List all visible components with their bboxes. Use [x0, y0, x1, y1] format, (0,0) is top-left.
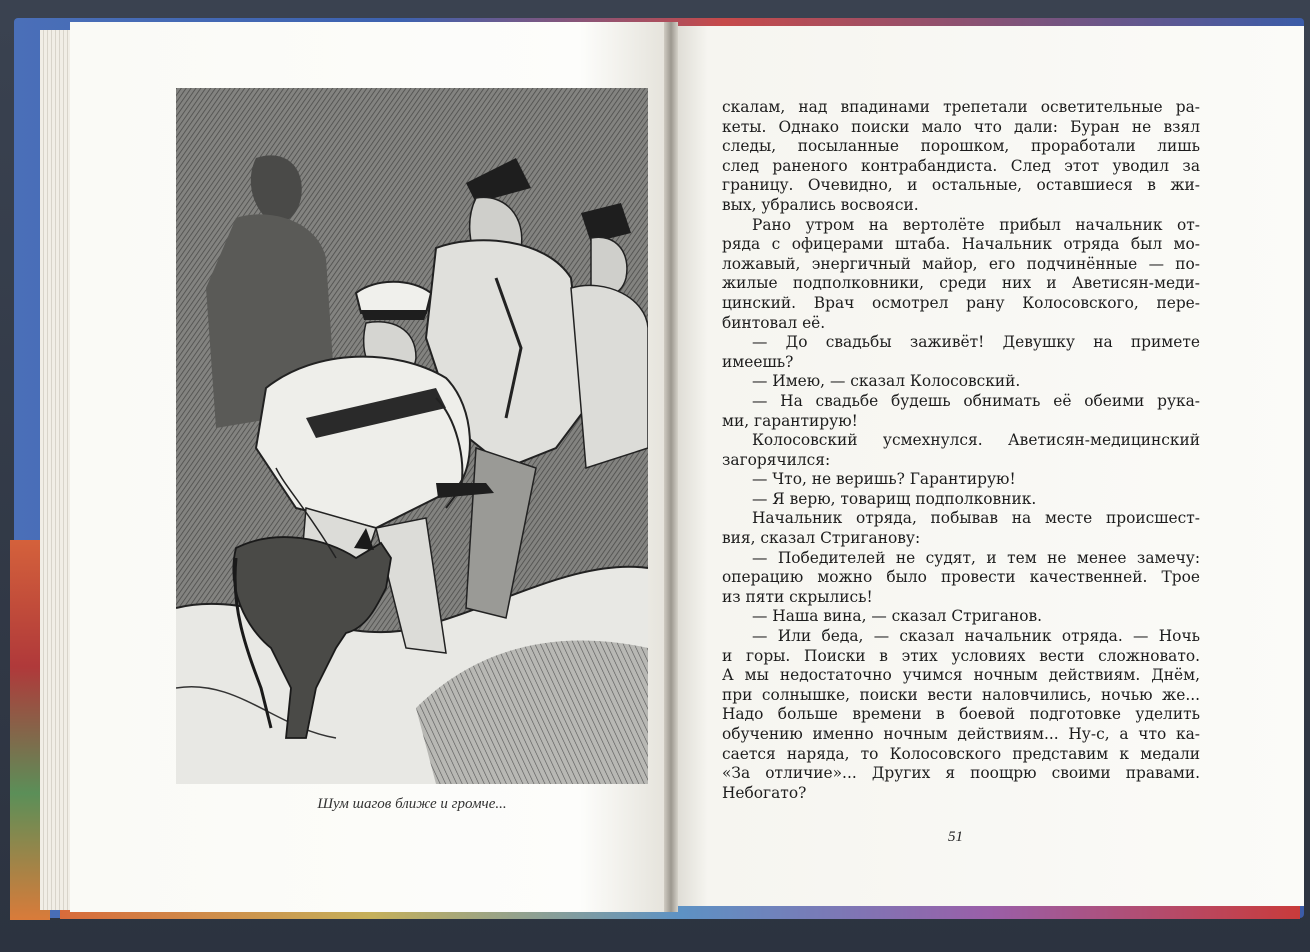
text-line: — Я верю, товарищ подполковник.	[752, 489, 1037, 508]
text-line: кеты. Однако поиски мало что дали: Буран не взял	[722, 117, 1200, 136]
text-line: Колосовский усмехнулся. Аветисян-медицинский	[752, 431, 1200, 450]
text-line: Надо больше времени в боевой подготовке уделить	[722, 705, 1200, 724]
text-line: след раненого контрабандиста. След этот уводил за	[722, 156, 1200, 175]
illustration	[176, 88, 648, 784]
text-line: ряда с офицерами штаба. Начальник отряда был мо-	[722, 235, 1200, 254]
text-line: имеешь?	[722, 352, 794, 371]
text-line: Небогато?	[722, 783, 807, 802]
page-number: 51	[948, 829, 963, 845]
text-line: следы, посыланные порошком, проработали лишь	[722, 137, 1200, 156]
text-line: «За отличие»... Других я поощрю своими правами.	[722, 764, 1200, 783]
text-line: вия, сказал Стриганову:	[722, 529, 921, 548]
illustration-caption: Шум шагов ближе и громче...	[317, 796, 507, 812]
text-line: — Или беда, — сказал начальник отряда. — Ночь	[752, 627, 1200, 646]
text-line: ложавый, энергичный майор, его подчинённые — по-	[722, 254, 1200, 273]
text-line: — Победителей не судят, и тем не менее замечу:	[752, 548, 1200, 567]
text-line: — Наша вина, — сказал Стриганов.	[752, 607, 1043, 626]
text-line: границу. Очевидно, и остальные, оставшиеся в жи-	[722, 176, 1200, 195]
text-line: ми, гарантирую!	[722, 411, 858, 430]
text-line: жилые подполковники, среди них и Аветисян-меди-	[722, 274, 1200, 293]
text-line: бинтовал её.	[722, 313, 826, 332]
text-line: обучению именно ночным действиям... Ну-с, а что ка-	[722, 725, 1200, 743]
text-line: скалам, над впадинами трепетали осветительные ра-	[722, 98, 1200, 116]
text-line: — На свадьбе будешь обнимать её обеими рука-	[752, 391, 1200, 410]
text-line: вых, убрались восвояси.	[722, 195, 919, 214]
text-line: из пяти скрылись!	[722, 587, 873, 606]
text-line: — Имею, — сказал Колосовский.	[752, 372, 1021, 391]
text-line: и горы. Поиски в этих условиях вести сложновато.	[722, 646, 1200, 665]
page-text	[722, 98, 1200, 803]
drawing-border-guards-with-dog-icon	[176, 88, 648, 784]
text-line: А мы недостаточно учимся ночным действиям. Днём,	[722, 666, 1200, 685]
text-line: операцию можно было провести качественней. Трое	[722, 568, 1200, 587]
text-line: цинский. Врач осмотрел рану Колосовского, пере-	[722, 293, 1200, 312]
text-line: загорячился:	[722, 450, 831, 469]
text-line: — Что, не веришь? Гарантирую!	[752, 470, 1016, 489]
text-line: сается наряда, то Колосовского представим к медали	[722, 744, 1200, 763]
book-gutter	[664, 22, 678, 912]
text-line: Рано утром на вертолёте прибыл начальник от-	[752, 215, 1200, 234]
text-line: при солнышке, поиски вести наловчились, ночью же...	[722, 685, 1200, 704]
text-line: Начальник отряда, побывав на месте происшест-	[752, 509, 1200, 528]
text-line: — До свадьбы заживёт! Девушку на примете	[752, 333, 1200, 352]
